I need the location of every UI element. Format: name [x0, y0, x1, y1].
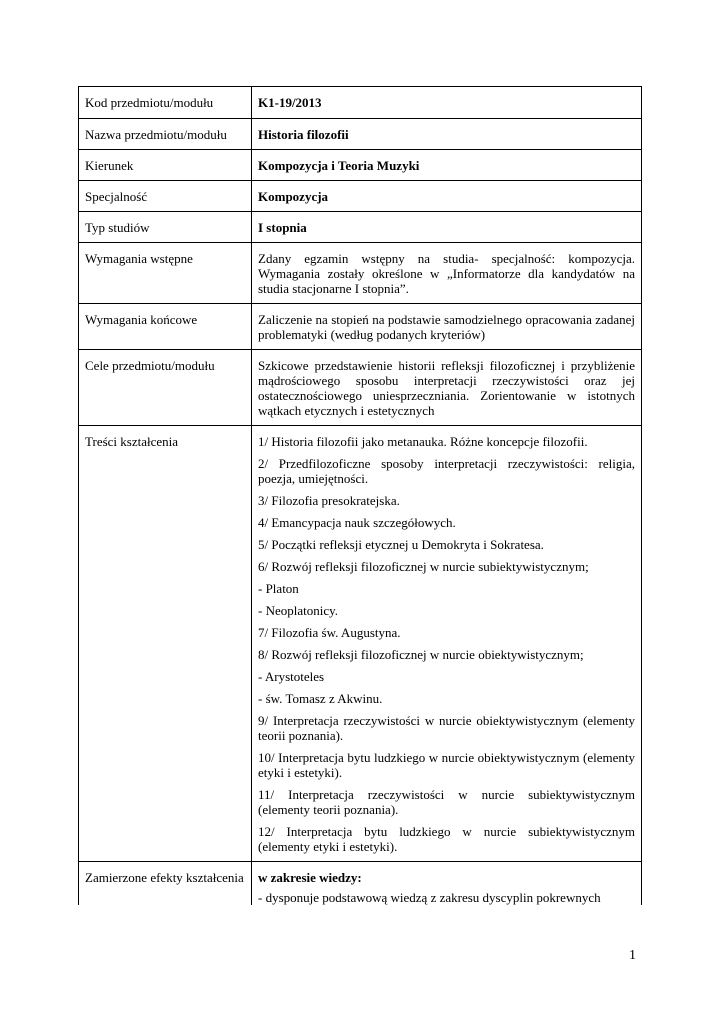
row-label: Zamierzone efekty kształcenia: [79, 862, 252, 906]
list-item: 9/ Interpretacja rzeczywistości w nurcie obiektywistycznym (elementy teorii poznania).: [258, 713, 635, 743]
table-row: [79, 87, 642, 119]
row-label: Wymagania wstępne: [79, 243, 252, 304]
row-label: Treści kształcenia: [79, 426, 252, 862]
specialization: Kompozycja: [252, 181, 642, 212]
list-item: 10/ Interpretacja bytu ludzkiego w nurcie obiektywistycznym (elementy etyki i estetyki).: [258, 750, 635, 780]
list-item: 6/ Rozwój refleksji filozoficznej w nurcie subiektywistycznym;: [258, 559, 589, 574]
page-number: 1: [629, 948, 636, 963]
table-row: [79, 862, 642, 906]
table-row: [79, 426, 642, 862]
list-item: 1/ Historia filozofii jako metanauka. Różne koncepcje filozofii.: [258, 434, 588, 449]
list-item: 11/ Interpretacja rzeczywistości w nurcie subiektywistycznym (elementy teorii poznania).: [258, 787, 635, 817]
table-row: [79, 304, 642, 350]
row-label: Specjalność: [79, 181, 252, 212]
entry-requirements: Zdany egzamin wstępny na studia- specjalność: kompozycja. Wymagania zostały określone w „Informatorze dla kandydatów na studia stacjonarne I stopnia”.: [252, 243, 642, 304]
list-item: 7/ Filozofia św. Augustyna.: [258, 625, 401, 640]
table-row: [79, 119, 642, 150]
list-item: - Neoplatonicy.: [258, 603, 339, 618]
row-label: Nazwa przedmiotu/modułu: [79, 119, 252, 150]
row-label: Kod przedmiotu/modułu: [79, 87, 252, 119]
list-item: 5/ Początki refleksji etycznej u Demokryta i Sokratesa.: [258, 537, 544, 552]
outcomes-heading: w zakresie wiedzy:: [258, 870, 362, 885]
outcome-item: - dysponuje podstawową wiedzą z zakresu dyscyplin pokrewnych: [258, 890, 601, 905]
course-syllabus-table: [78, 86, 642, 905]
study-type: I stopnia: [252, 212, 642, 243]
row-label: Cele przedmiotu/modułu: [79, 350, 252, 426]
table-row: [79, 212, 642, 243]
list-item: - św. Tomasz z Akwinu.: [258, 691, 383, 706]
table-row: [79, 243, 642, 304]
final-requirements: Zaliczenie na stopień na podstawie samodzielnego opracowania zadanej problematyki (według podanych kryteriów): [252, 304, 642, 350]
list-item: 8/ Rozwój refleksji filozoficznej w nurcie obiektywistycznym;: [258, 647, 584, 662]
list-item: - Arystoteles: [258, 669, 325, 684]
course-code: K1-19/2013: [252, 87, 642, 119]
field-of-study: Kompozycja i Teoria Muzyki: [252, 150, 642, 181]
table-row: [79, 181, 642, 212]
course-objectives: Szkicowe przedstawienie historii refleksji filozoficznej i przybliżenie mądrościowego sposobu interpretacji rzeczywistości oraz jej ostatecznościowego uniesprzeczniania. Zorientowanie w istotnych wątkach etycznych i estetycznych: [252, 350, 642, 426]
learning-outcomes: [252, 862, 642, 906]
table-row: [79, 150, 642, 181]
table-row: [79, 350, 642, 426]
row-label: Typ studiów: [79, 212, 252, 243]
list-item: 4/ Emancypacja nauk szczegółowych.: [258, 515, 456, 530]
course-name: Historia filozofii: [252, 119, 642, 150]
row-label: Wymagania końcowe: [79, 304, 252, 350]
list-item: 2/ Przedfilozoficzne sposoby interpretacji rzeczywistości: religia, poezja, umiejętności.: [258, 456, 635, 486]
course-contents: [252, 426, 642, 862]
list-item: 3/ Filozofia presokratejska.: [258, 493, 400, 508]
list-item: 12/ Interpretacja bytu ludzkiego w nurcie subiektywistycznym (elementy etyki i estetyki).: [258, 824, 635, 854]
list-item: - Platon: [258, 581, 299, 596]
row-label: Kierunek: [79, 150, 252, 181]
